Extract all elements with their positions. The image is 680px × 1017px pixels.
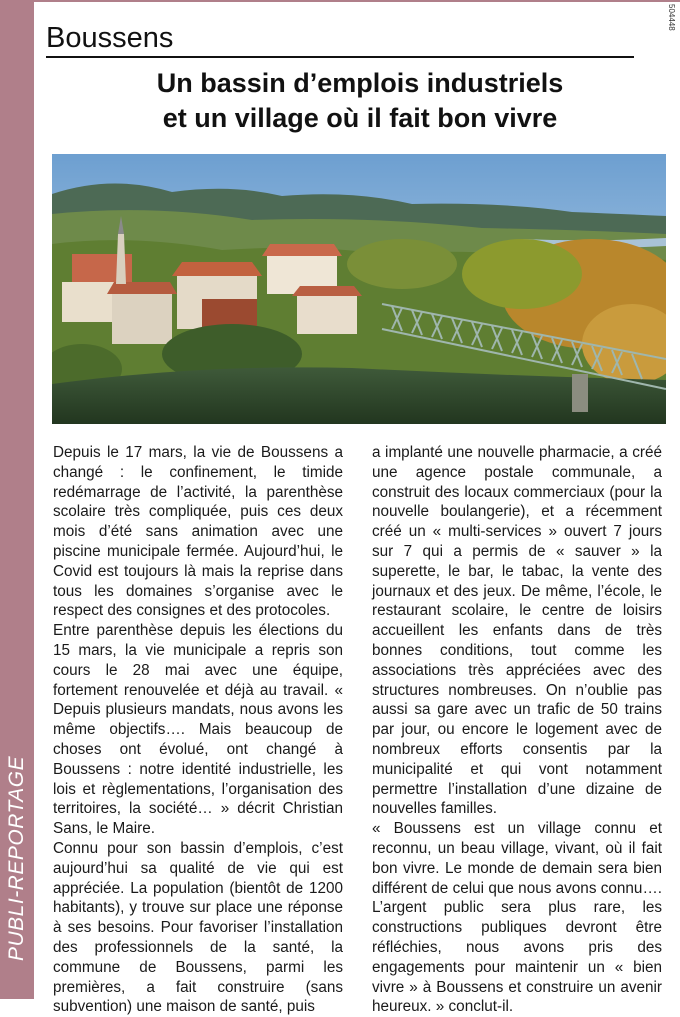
sidebar-band xyxy=(0,0,34,999)
article-column-right xyxy=(372,443,662,1017)
section-title: Boussens xyxy=(46,20,634,58)
article-paragraph: Connu pour son bassin d’emplois, c’est aujourd’hui sa qualité de vie qui est appréciée. La population (bientôt de 1200 habitants), y trouve sur place une réponse à ses besoins. Pour favoriser l’installation des professionnels de la santé, la commune de Boussens, parmi les premières, a fait construire (sans subvention) une maison de santé, puis xyxy=(53,839,343,1016)
article-paragraph: Depuis le 17 mars, la vie de Boussens a changé : le confinement, le timide redémarrage de l’activité, la parenthèse scolaire très compliquée, puis ces deux mois d’été sans animation avec une piscine municipale fermée. Aujourd’hui, le Covid est toujours là mais la reprise dans tous les domaines s’organise avec le respect des consignes et des protocoles. xyxy=(53,444,343,620)
village-aerial-illustration xyxy=(52,154,666,424)
top-rule xyxy=(34,0,680,2)
reference-code: 504448 xyxy=(667,4,676,31)
publi-reportage-label: PUBLI-REPORTAGE xyxy=(5,755,28,961)
article-column-left xyxy=(53,443,343,1017)
article-paragraph: Entre parenthèse depuis les élections du 15 mars, la vie municipale a repris son cours le 28 mai avec une équipe, fortement renouvelée et déjà au travail. « Depuis plusieurs mandats, nous avons les même objectifs…. Mais beaucoup de choses ont évolué, ont changé à Boussens : notre identité industrielle, les lois et règlementations, l’organisation des territoires, la société… » décrit Christian Sans, le Maire. xyxy=(53,622,343,838)
article-paragraph: a implanté une nouvelle pharmacie, a créé une agence postale communale, a construit des locaux commerciaux (pour la nouvelle boulangerie), et a récemment créé un « multi-services » ouvert 7 jours sur 7 qui a permis de « sauver » la superette, le bar, le tabac, la vente des journaux et des jeux. De même, l’école, le restaurant scolaire, le centre de loisirs accueillent les enfants dans de très bonnes conditions, tout comme les associations très appréciées avec des structures nombreuses. On n’oublie pas aussi sa gare avec un trafic de 50 trains par jour, ou encore le logement avec de nombreux efforts consentis par la municipalité et qui vont notamment permettre l’installation d’une dizaine de nouvelles familles. xyxy=(372,444,662,818)
headline xyxy=(40,66,680,136)
headline-line-1: Un bassin d’emplois industriels xyxy=(156,68,564,98)
village-photo xyxy=(52,154,666,424)
article-paragraph: « Boussens est un village connu et reconnu, un beau village, vivant, où il fait bon vivre. Le monde de demain sera bien différent de celui que nous avons connu…. L’argent public sera plus rare, les constructions publiques devront être réfléchies, nous avons pris des engagements pour maintenir un « bien vivre » à Boussens et construire un avenir heureux. » conclut-il. xyxy=(372,820,662,1016)
headline-line-2: et un village où il fait bon vivre xyxy=(162,103,558,133)
